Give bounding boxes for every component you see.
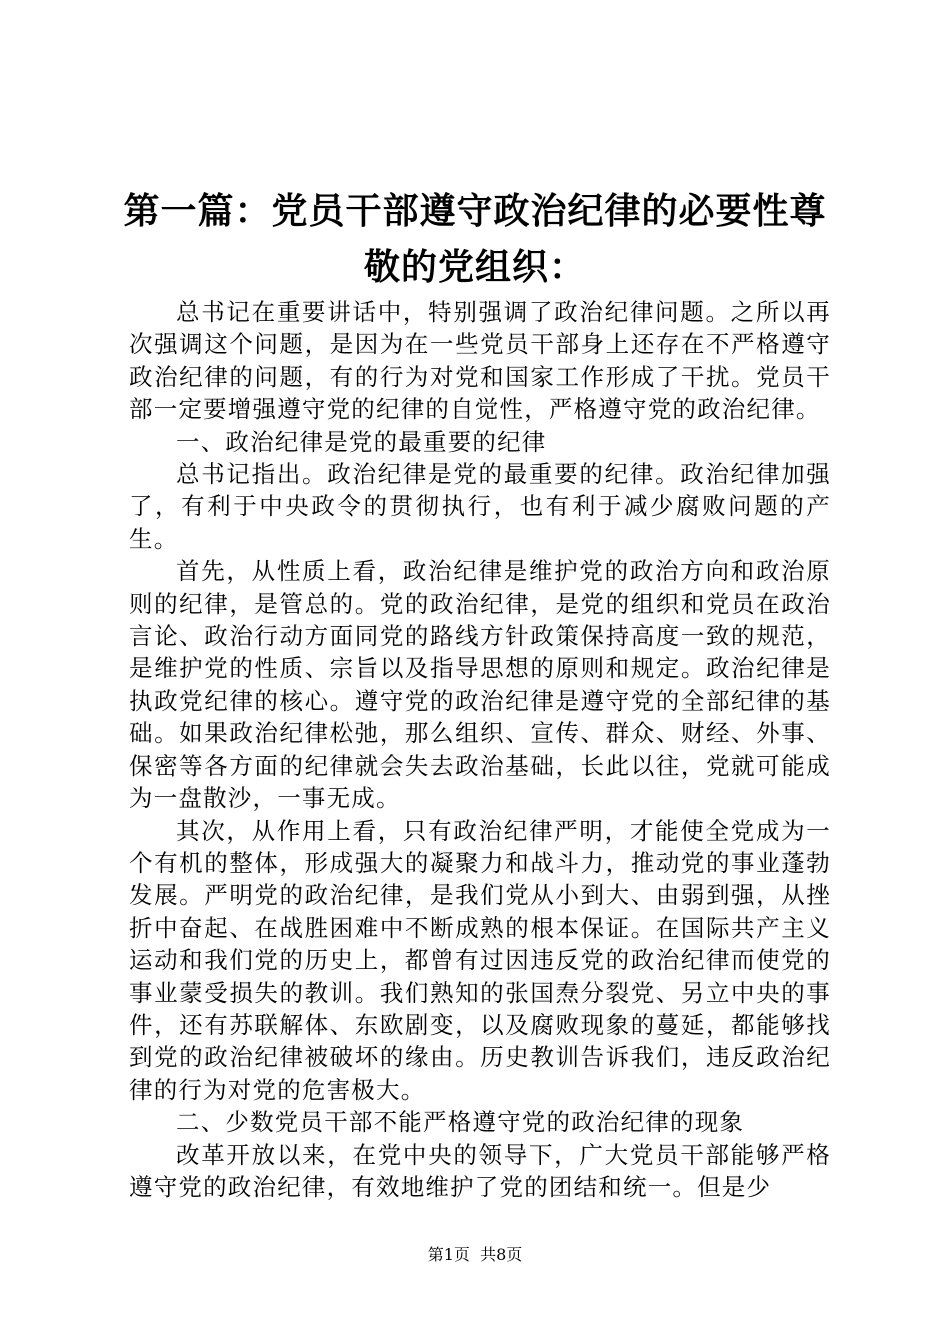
paragraph-reform: 改革开放以来，在党中央的领导下，广大党员干部能够严格遵守党的政治纪律，有效地维护了党的团结和统一。但是少 <box>129 1140 831 1201</box>
page-number: 第1页 <box>427 1245 470 1264</box>
document-title: 第一篇：党员干部遵守政治纪律的必要性尊敬的党组织： <box>123 190 827 288</box>
paragraph-summary: 总书记指出。政治纪律是党的最重要的纪律。政治纪律加强了，有利于中央政令的贯彻执行，也有利于减少腐败问题的产生。 <box>129 460 831 553</box>
section-heading-1: 一、政治纪律是党的最重要的纪律 <box>176 427 547 456</box>
paragraph-role: 其次，从作用上看，只有政治纪律严明，才能使全党成为一个有机的整体，形成强大的凝聚力和战斗力，推动党的事业蓬勃发展。严明党的政治纪律，是我们党从小到大、由弱到强，从挫折中奋起、在战胜困难中不断成熟的根本保证。在国际共产主义运动和我们党的历史上，都曾有过因违反党的政治纪律而使党的事业蒙受损失的教训。我们熟知的张国焘分裂党、另立中央的事件，还有苏联解体、东欧剧变，以及腐败现象的蔓延，都能够找到党的政治纪律被破坏的缘由。历史教训告诉我们，违反政治纪律的行为对党的危害极大。 <box>129 816 831 1104</box>
paragraph-intro: 总书记在重要讲话中，特别强调了政治纪律问题。之所以再次强调这个问题，是因为在一些党员干部身上还存在不严格遵守政治纪律的问题，有的行为对党和国家工作形成了干扰。党员干部一定要增强遵守党的纪律的自觉性，严格遵守党的政治纪律。 <box>129 298 831 424</box>
section-heading-2: 二、少数党员干部不能严格遵守党的政治纪律的现象 <box>176 1108 745 1137</box>
document-body <box>129 296 831 1203</box>
page-total: 共8页 <box>480 1245 523 1264</box>
paragraph-nature: 首先，从性质上看，政治纪律是维护党的政治方向和政治原则的纪律，是管总的。党的政治纪律，是党的组织和党员在政治言论、政治行动方面同党的路线方针政策保持高度一致的规范，是维护党的性质、宗旨以及指导思想的原则和规定。政治纪律是执政党纪律的核心。遵守党的政治纪律是遵守党的全部纪律的基础。如果政治纪律松弛，那么组织、宣传、群众、财经、外事、保密等各方面的纪律就会失去政治基础，长此以往，党就可能成为一盘散沙，一事无成。 <box>129 557 831 813</box>
page-footer <box>0 1244 950 1266</box>
